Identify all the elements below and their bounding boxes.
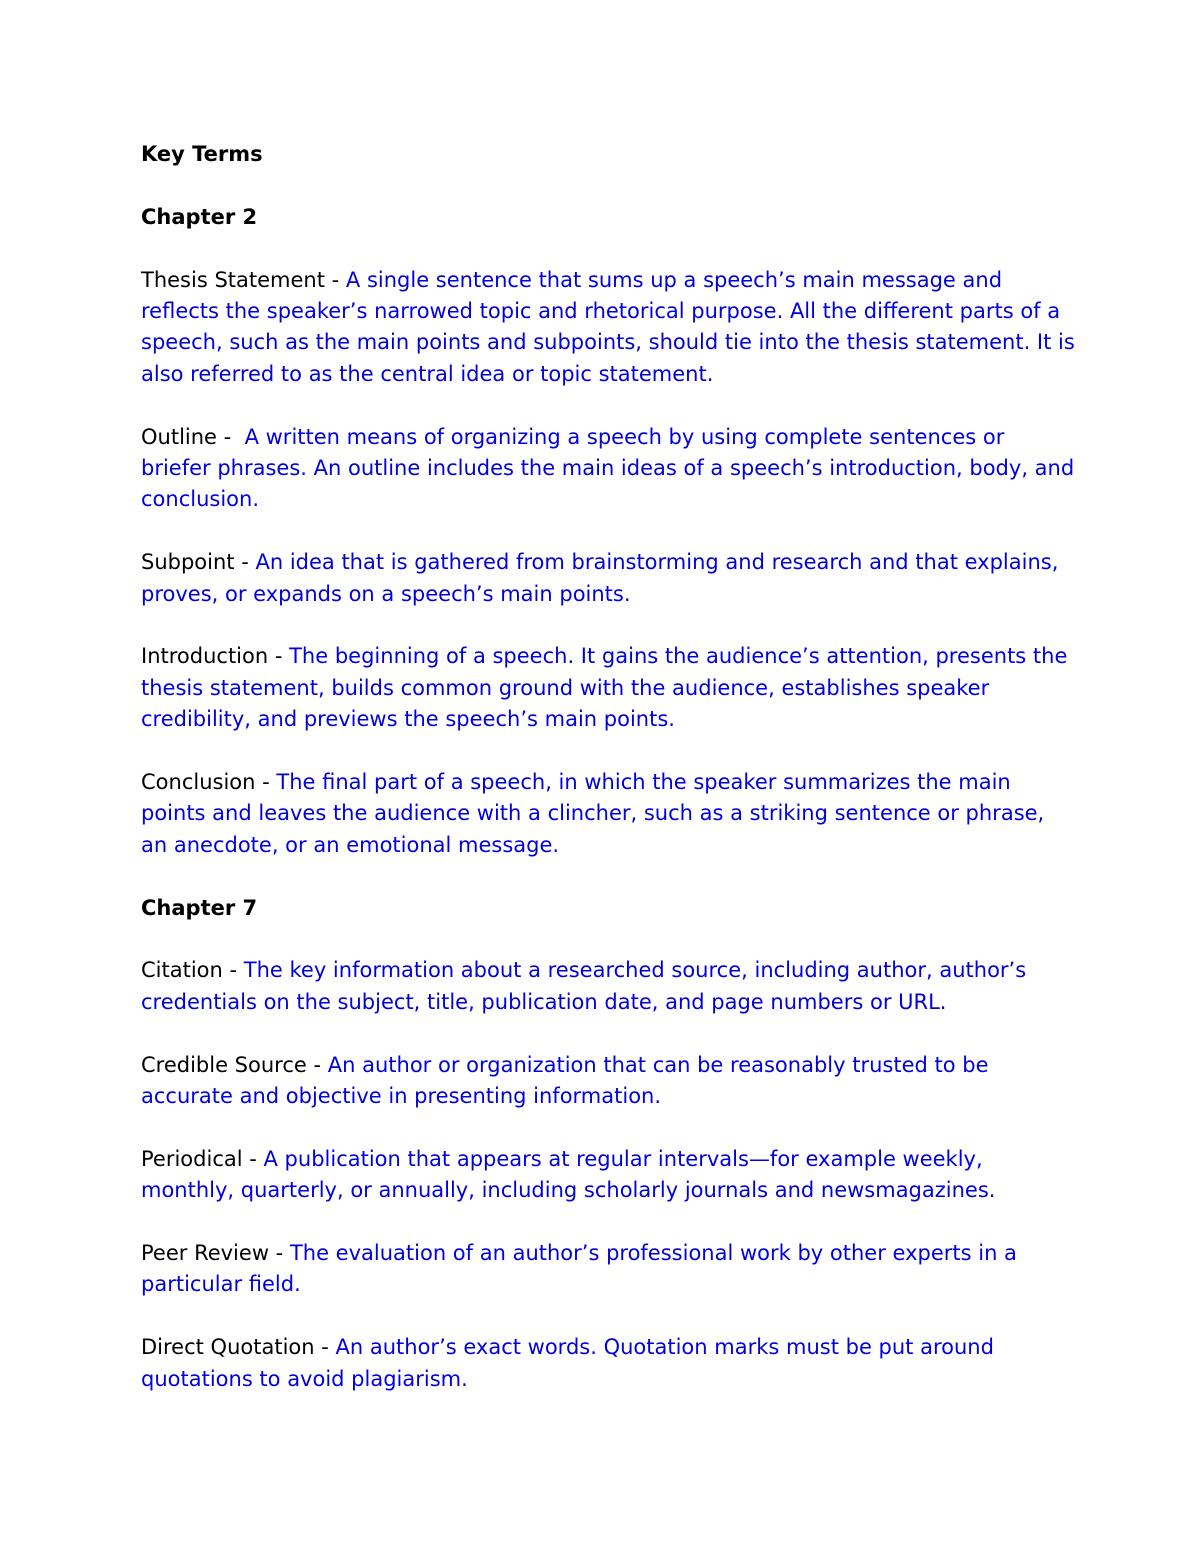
term-name: Citation [141, 958, 223, 983]
term-definition: The final part of a speech, in which the speaker summarizes the main points and leaves the audience with a clincher, such as a striking sentence or phrase, an anecdote, or an emotional message. [141, 770, 1045, 857]
term-entry-subpoint [141, 547, 1076, 610]
term-definition: An author or organization that can be reasonably trusted to be accurate and objective in presenting information. [141, 1052, 989, 1109]
term-definition: A written means of organizing a speech by using complete sentences or briefer phrases. An outline includes the main ideas of a speech’s introduction, body, and conclusion. [141, 424, 1075, 512]
term-entry-credible-source [141, 1050, 1076, 1113]
term-separator: - [306, 1052, 328, 1077]
term-separator: - [268, 644, 290, 669]
term-definition: An idea that is gathered from brainstorming and research and that explains, proves, or expands on a speech’s main points. [141, 550, 1059, 606]
term-separator: - [314, 1335, 336, 1360]
term-separator: - [269, 1241, 290, 1266]
term-name: Direct Quotation [141, 1335, 315, 1360]
term-definition: The key information about a researched source, including author, author’s credentials on the subject, title, publication date, and page numbers or URL. [141, 958, 1027, 1014]
term-entry-peer-review [141, 1238, 1076, 1301]
term-name: Credible Source [141, 1052, 307, 1077]
chapter-heading: Chapter 2 [141, 204, 258, 229]
term-definition: An author’s exact words. Quotation marks must be put around quotations to avoid plagiarism. [141, 1335, 994, 1391]
term-entry-citation [141, 955, 1076, 1018]
chapter-heading: Chapter 7 [141, 895, 258, 920]
term-definition: A publication that appears at regular intervals—for example weekly, monthly, quarterly, or annually, including scholarly journals and newsmagazines. [141, 1146, 996, 1203]
term-entry-direct-quotation [141, 1332, 1076, 1395]
term-separator: - [234, 550, 256, 575]
term-definition: The evaluation of an author’s professional work by other experts in a particular field. [141, 1241, 1017, 1297]
term-separator: - [216, 424, 245, 449]
document-page [141, 139, 1076, 1426]
chapter-section [141, 893, 1076, 1395]
term-name: Conclusion [141, 770, 256, 795]
term-separator: - [255, 770, 277, 795]
term-entry-thesis-statement [141, 265, 1076, 391]
term-entry-introduction [141, 641, 1076, 735]
term-separator: - [324, 267, 346, 292]
chapter-section [141, 202, 1076, 861]
term-separator: - [242, 1146, 264, 1171]
term-entry-outline [141, 422, 1076, 516]
term-name: Introduction [141, 644, 269, 669]
term-separator: - [222, 958, 244, 983]
term-entry-conclusion [141, 767, 1076, 861]
term-name: Periodical [141, 1146, 243, 1171]
term-definition: A single sentence that sums up a speech’s main message and reflects the speaker’s narrowed topic and rhetorical purpose. All the different parts of a speech, such as the main points and subpoints, should tie into the thesis statement. It is also referred to as the central idea or topic statement. [141, 267, 1075, 386]
term-name: Peer Review [141, 1241, 269, 1266]
document-title: Key Terms [141, 142, 263, 166]
term-name: Thesis Statement [141, 267, 325, 292]
term-name: Outline [141, 424, 217, 449]
term-entry-periodical [141, 1144, 1076, 1207]
term-name: Subpoint [141, 550, 235, 575]
term-definition: The beginning of a speech. It gains the audience’s attention, presents the thesis statement, builds common ground with the audience, establishes speaker credibility, and previews the speech’s main points. [141, 644, 1068, 732]
